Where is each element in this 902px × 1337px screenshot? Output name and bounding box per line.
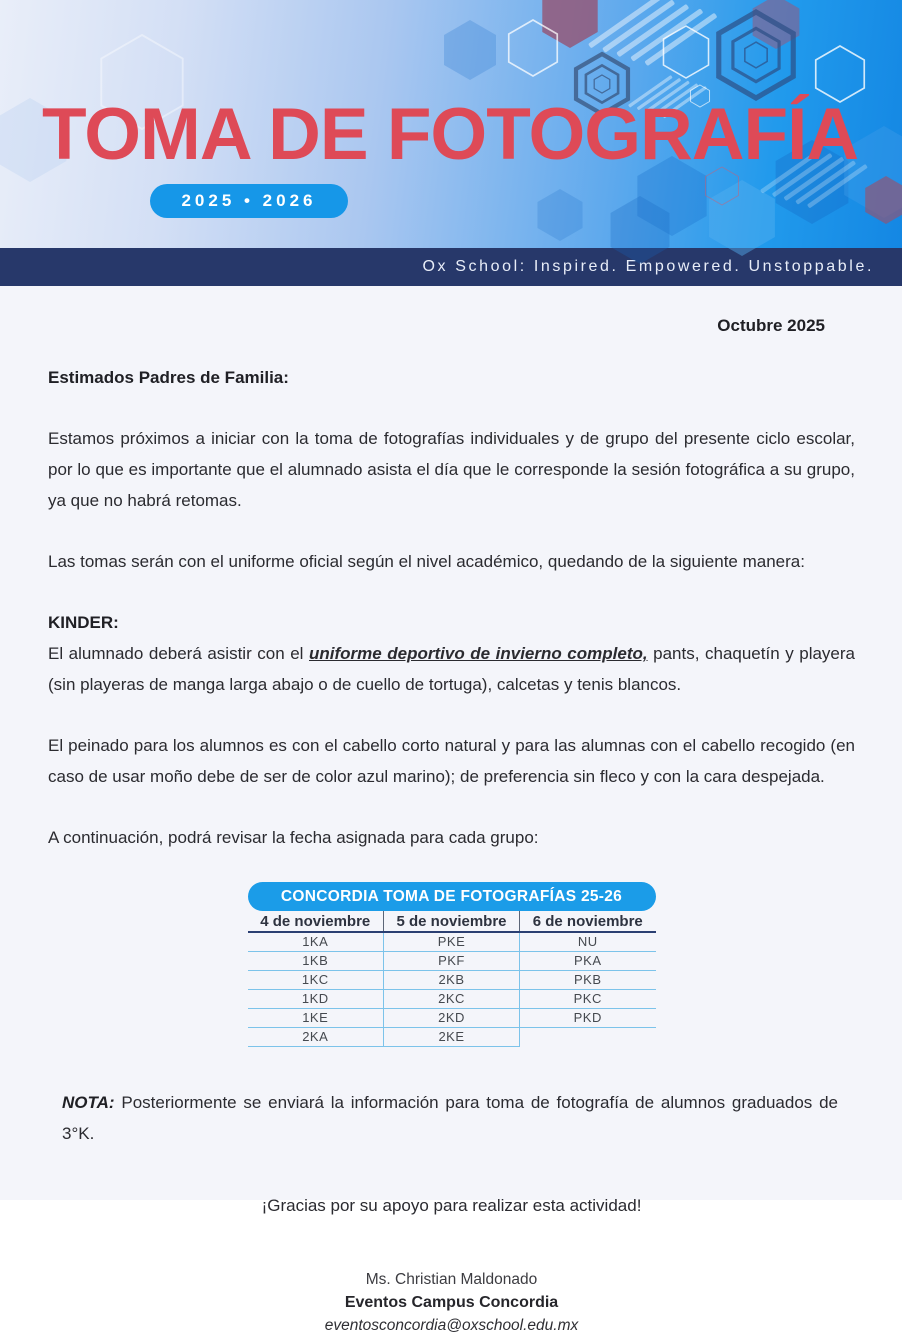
column-header-nov6: 6 de noviembre <box>520 911 656 932</box>
group-cell: NU <box>520 932 656 951</box>
group-cell: PKD <box>520 1008 656 1027</box>
schedule-table-block <box>248 882 656 1047</box>
hero-header <box>0 0 902 248</box>
group-cell: 2KC <box>384 989 520 1008</box>
signer-email[interactable]: eventosconcordia@oxschool.edu.mx <box>324 1316 579 1334</box>
table-row <box>248 1008 656 1027</box>
signer-name: Ms. Christian Maldonado <box>365 1270 538 1288</box>
schedule-table <box>248 911 656 1047</box>
column-header-nov4: 4 de noviembre <box>248 911 384 932</box>
column-header-nov5: 5 de noviembre <box>384 911 520 932</box>
kinder-emphasis-text: uniforme deportivo de invierno completo, <box>309 644 648 663</box>
table-row <box>248 932 656 951</box>
school-tagline: Ox School: Inspired. Empowered. Unstoppable. <box>422 258 874 275</box>
letter-body <box>0 286 902 1337</box>
paragraph-fechas: A continuación, podrá revisar la fecha asignada para cada grupo: <box>48 828 539 847</box>
group-cell: 1KC <box>248 970 384 989</box>
paragraph-peinado: El peinado para los alumnos es con el cabello corto natural y para las alumnas con el cabello recogido (en caso de usar moño debe de ser de color azul marino); de preferencia sin fleco y con la cara despejada. <box>48 736 855 786</box>
paragraph-intro: Estamos próximos a iniciar con la toma de fotografías individuales y de grupo del presente ciclo escolar, por lo que es importante que el alumnado asista el día que le corresponde la sesión fotográfica a su grupo, ya que no habrá retomas. <box>48 429 855 510</box>
kinder-intro-text: El alumnado deberá asistir con el <box>48 644 309 663</box>
table-row <box>248 1027 656 1046</box>
group-cell: 1KB <box>248 951 384 970</box>
page-title: TOMA DE FOTOGRAFÍA <box>42 94 859 175</box>
table-row <box>248 970 656 989</box>
signer-department: Eventos Campus Concordia <box>344 1293 559 1311</box>
group-cell: 2KE <box>384 1027 520 1046</box>
nota-paragraph <box>62 1087 838 1149</box>
signature-block <box>48 1268 855 1337</box>
nota-label: NOTA: <box>62 1092 115 1112</box>
school-tagline-bar <box>0 248 902 286</box>
paragraph-kinder <box>48 638 855 700</box>
group-cell: 1KE <box>248 1008 384 1027</box>
schedule-table-title: CONCORDIA TOMA DE FOTOGRAFÍAS 25-26 <box>248 882 656 911</box>
table-row <box>248 989 656 1008</box>
group-cell: 2KB <box>384 970 520 989</box>
closing-line: ¡Gracias por su apoyo para realizar esta actividad! <box>261 1195 642 1215</box>
school-year-badge: 2025 • 2026 <box>150 184 348 218</box>
group-cell <box>520 1027 656 1046</box>
salutation: Estimados Padres de Familia: <box>48 368 289 387</box>
paragraph-uniforme: Las tomas serán con el uniforme oficial según el nivel académico, quedando de la siguiente manera: <box>48 552 805 571</box>
schedule-header-row <box>248 911 656 932</box>
group-cell: PKA <box>520 951 656 970</box>
kinder-heading: KINDER: <box>48 613 119 632</box>
group-cell: PKB <box>520 970 656 989</box>
nota-text: Posteriormente se enviará la información para toma de fotografía de alumnos graduados de 3°K. <box>62 1092 838 1143</box>
group-cell: 1KA <box>248 932 384 951</box>
letter-date: Octubre 2025 <box>717 316 825 335</box>
group-cell: PKC <box>520 989 656 1008</box>
group-cell: 2KD <box>384 1008 520 1027</box>
group-cell: 2KA <box>248 1027 384 1046</box>
group-cell: PKF <box>384 951 520 970</box>
group-cell: PKE <box>384 932 520 951</box>
kinder-rest-text: pants, chaquetín y playera (sin playeras de manga larga abajo o de cuello de tortuga), calcetas y tenis blancos. <box>48 644 855 694</box>
group-cell: 1KD <box>248 989 384 1008</box>
table-row <box>248 951 656 970</box>
